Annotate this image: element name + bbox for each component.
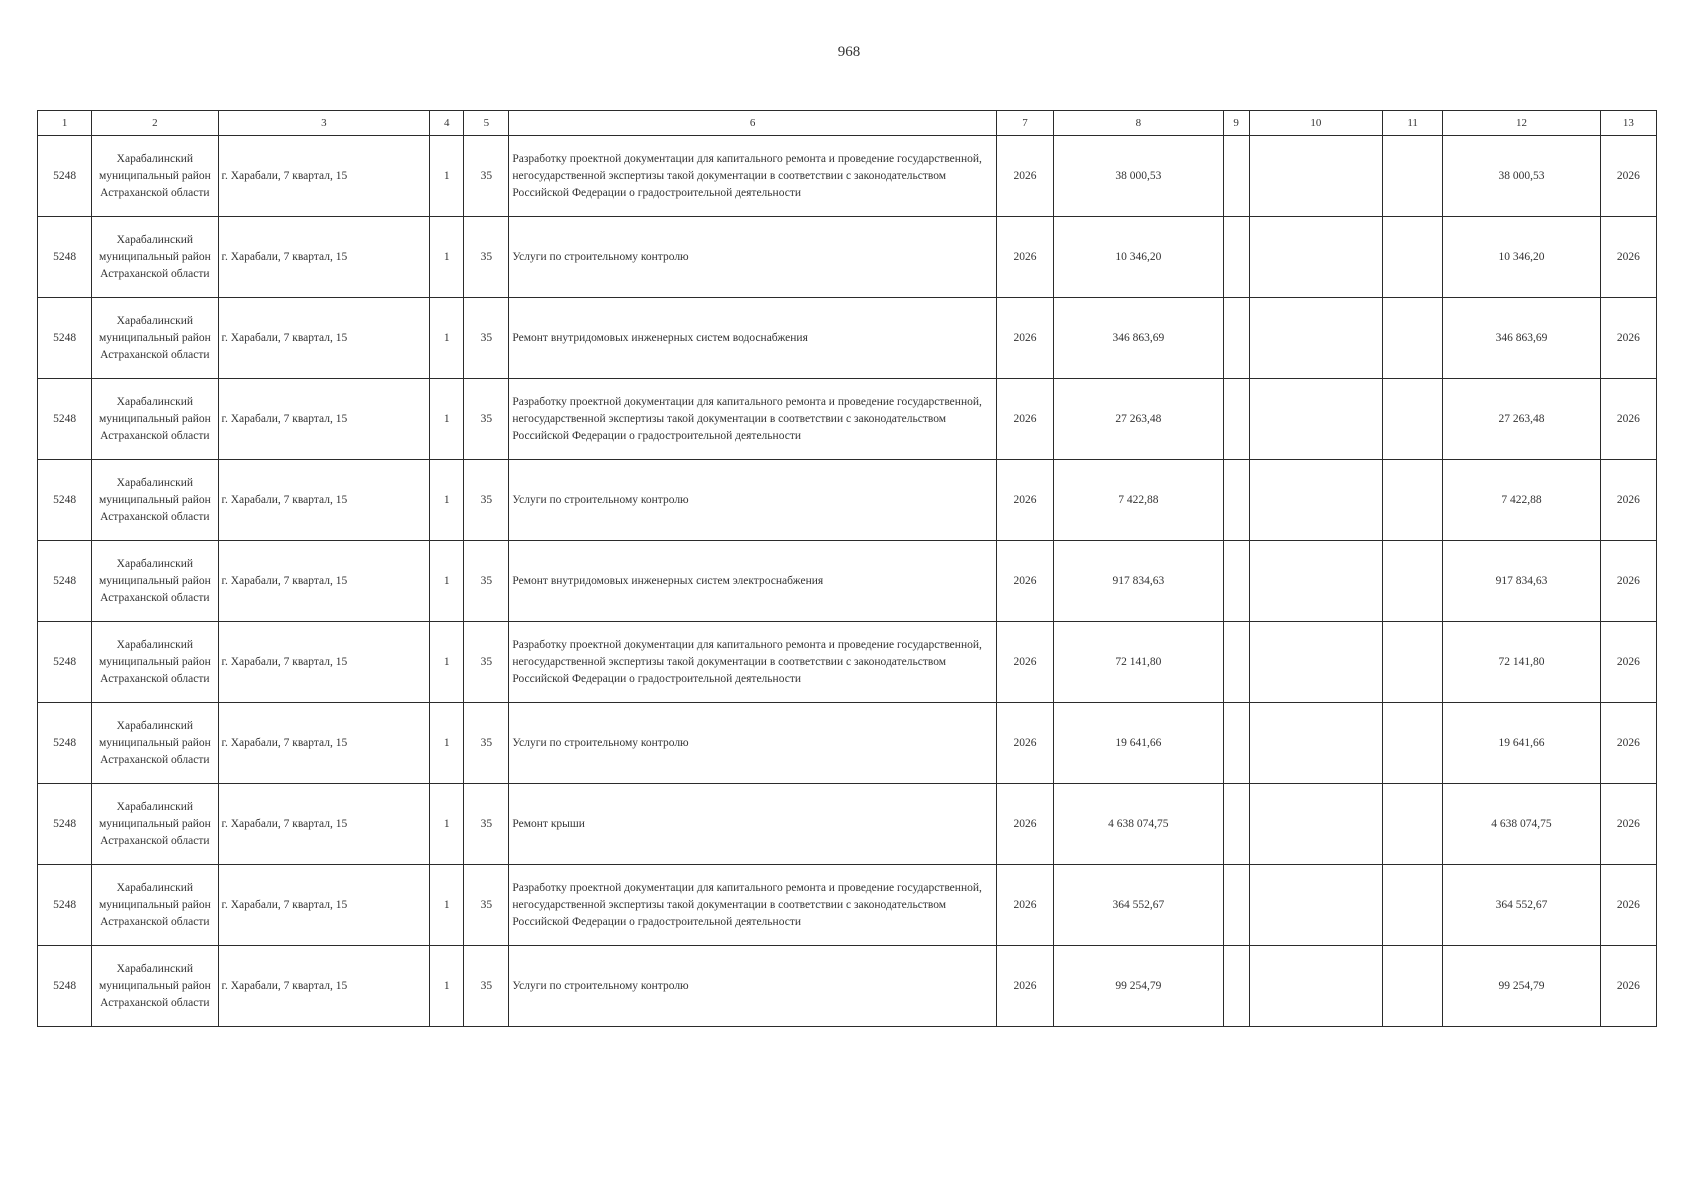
cell-col9 [1223,541,1249,622]
cell-cost-col12: 364 552,67 [1443,865,1600,946]
cell-id: 5248 [38,622,92,703]
table-row [38,865,1657,946]
cell-work-type: Услуги по строительному контролю [509,460,997,541]
cell-address: г. Харабали, 7 квартал, 15 [218,703,430,784]
cell-cost-col12: 72 141,80 [1443,622,1600,703]
table-row [38,784,1657,865]
cell-year-end: 2026 [1600,703,1656,784]
cell-col5: 35 [464,136,509,217]
cell-year: 2026 [996,460,1053,541]
cell-address: г. Харабали, 7 квартал, 15 [218,865,430,946]
cell-year-end: 2026 [1600,217,1656,298]
column-header: 10 [1249,111,1382,136]
column-header: 3 [218,111,430,136]
cell-cost-col12: 346 863,69 [1443,298,1600,379]
cell-year-end: 2026 [1600,460,1656,541]
cell-cost-col12: 10 346,20 [1443,217,1600,298]
cell-col9 [1223,460,1249,541]
cell-col9 [1223,946,1249,1027]
cell-col11 [1383,136,1443,217]
cell-col5: 35 [464,784,509,865]
cell-id: 5248 [38,379,92,460]
cell-id: 5248 [38,217,92,298]
cell-id: 5248 [38,784,92,865]
cell-col4: 1 [430,946,464,1027]
cell-col9 [1223,865,1249,946]
cell-address: г. Харабали, 7 квартал, 15 [218,460,430,541]
cell-municipality: Харабалинский муниципальный район Астраханской области [92,622,218,703]
cell-col4: 1 [430,136,464,217]
cell-work-type: Ремонт крыши [509,784,997,865]
cell-col5: 35 [464,541,509,622]
cell-municipality: Харабалинский муниципальный район Астраханской области [92,865,218,946]
cell-cost-total: 917 834,63 [1054,541,1224,622]
cell-col11 [1383,460,1443,541]
cell-col10 [1249,136,1382,217]
column-header: 4 [430,111,464,136]
cell-cost-total: 4 638 074,75 [1054,784,1224,865]
cell-cost-total: 364 552,67 [1054,865,1224,946]
cell-col5: 35 [464,460,509,541]
cell-work-type: Разработку проектной документации для капитального ремонта и проведение государственной, негосударственной экспертизы такой документации в соответствии с законодательством Российской Федерации о градостроительной деятельности [509,136,997,217]
column-header: 7 [996,111,1053,136]
cell-cost-total: 99 254,79 [1054,946,1224,1027]
column-header: 1 [38,111,92,136]
cell-cost-col12: 7 422,88 [1443,460,1600,541]
table-row [38,379,1657,460]
cell-year: 2026 [996,379,1053,460]
column-header: 5 [464,111,509,136]
cell-col11 [1383,622,1443,703]
column-header: 11 [1383,111,1443,136]
cell-id: 5248 [38,703,92,784]
register-table [37,110,1657,1027]
cell-id: 5248 [38,298,92,379]
cell-id: 5248 [38,865,92,946]
cell-col10 [1249,703,1382,784]
cell-col10 [1249,784,1382,865]
cell-col10 [1249,622,1382,703]
header-row [38,111,1657,136]
cell-work-type: Разработку проектной документации для капитального ремонта и проведение государственной, негосударственной экспертизы такой документации в соответствии с законодательством Российской Федерации о градостроительной деятельности [509,379,997,460]
cell-work-type: Ремонт внутридомовых инженерных систем электроснабжения [509,541,997,622]
cell-col10 [1249,460,1382,541]
cell-cost-total: 346 863,69 [1054,298,1224,379]
cell-cost-col12: 4 638 074,75 [1443,784,1600,865]
cell-year-end: 2026 [1600,298,1656,379]
cell-col9 [1223,136,1249,217]
cell-col9 [1223,703,1249,784]
cell-municipality: Харабалинский муниципальный район Астраханской области [92,460,218,541]
cell-col10 [1249,541,1382,622]
cell-col4: 1 [430,622,464,703]
column-header: 12 [1443,111,1600,136]
cell-col4: 1 [430,298,464,379]
cell-municipality: Харабалинский муниципальный район Астраханской области [92,541,218,622]
cell-cost-total: 19 641,66 [1054,703,1224,784]
cell-address: г. Харабали, 7 квартал, 15 [218,946,430,1027]
cell-municipality: Харабалинский муниципальный район Астраханской области [92,703,218,784]
cell-col10 [1249,217,1382,298]
cell-col10 [1249,946,1382,1027]
cell-col9 [1223,784,1249,865]
cell-cost-total: 10 346,20 [1054,217,1224,298]
cell-cost-col12: 99 254,79 [1443,946,1600,1027]
cell-col4: 1 [430,865,464,946]
cell-year: 2026 [996,622,1053,703]
cell-year: 2026 [996,946,1053,1027]
column-header: 13 [1600,111,1656,136]
table-body [38,136,1657,1027]
column-header: 6 [509,111,997,136]
page-number: 968 [837,44,861,60]
cell-cost-total: 38 000,53 [1054,136,1224,217]
cell-col5: 35 [464,298,509,379]
cell-year-end: 2026 [1600,784,1656,865]
cell-municipality: Харабалинский муниципальный район Астраханской области [92,379,218,460]
cell-col5: 35 [464,622,509,703]
column-header: 2 [92,111,218,136]
cell-address: г. Харабали, 7 квартал, 15 [218,379,430,460]
cell-col11 [1383,946,1443,1027]
cell-id: 5248 [38,136,92,217]
cell-cost-col12: 917 834,63 [1443,541,1600,622]
table-row [38,298,1657,379]
cell-address: г. Харабали, 7 квартал, 15 [218,298,430,379]
cell-municipality: Харабалинский муниципальный район Астраханской области [92,946,218,1027]
cell-col9 [1223,298,1249,379]
cell-cost-col12: 38 000,53 [1443,136,1600,217]
table-row [38,136,1657,217]
cell-col4: 1 [430,703,464,784]
cell-col11 [1383,298,1443,379]
cell-address: г. Харабали, 7 квартал, 15 [218,622,430,703]
column-header: 9 [1223,111,1249,136]
cell-col5: 35 [464,946,509,1027]
cell-col4: 1 [430,379,464,460]
cell-col5: 35 [464,379,509,460]
cell-col10 [1249,298,1382,379]
cell-col5: 35 [464,865,509,946]
cell-year: 2026 [996,136,1053,217]
cell-year-end: 2026 [1600,622,1656,703]
cell-year-end: 2026 [1600,946,1656,1027]
cell-col4: 1 [430,541,464,622]
table-row [38,217,1657,298]
cell-year-end: 2026 [1600,865,1656,946]
cell-municipality: Харабалинский муниципальный район Астраханской области [92,136,218,217]
cell-col11 [1383,703,1443,784]
cell-col11 [1383,217,1443,298]
cell-cost-total: 7 422,88 [1054,460,1224,541]
cell-col9 [1223,217,1249,298]
cell-municipality: Харабалинский муниципальный район Астраханской области [92,217,218,298]
cell-col10 [1249,865,1382,946]
cell-cost-total: 27 263,48 [1054,379,1224,460]
cell-year: 2026 [996,703,1053,784]
cell-year-end: 2026 [1600,379,1656,460]
cell-col11 [1383,541,1443,622]
cell-year: 2026 [996,784,1053,865]
cell-cost-col12: 27 263,48 [1443,379,1600,460]
cell-year: 2026 [996,865,1053,946]
cell-municipality: Харабалинский муниципальный район Астраханской области [92,298,218,379]
cell-col10 [1249,379,1382,460]
cell-year-end: 2026 [1600,541,1656,622]
cell-col4: 1 [430,217,464,298]
column-header: 8 [1054,111,1224,136]
cell-id: 5248 [38,541,92,622]
cell-work-type: Услуги по строительному контролю [509,946,997,1027]
cell-work-type: Разработку проектной документации для капитального ремонта и проведение государственной, негосударственной экспертизы такой документации в соответствии с законодательством Российской Федерации о градостроительной деятельности [509,622,997,703]
cell-year-end: 2026 [1600,136,1656,217]
cell-work-type: Ремонт внутридомовых инженерных систем водоснабжения [509,298,997,379]
cell-address: г. Харабали, 7 квартал, 15 [218,784,430,865]
cell-col4: 1 [430,784,464,865]
cell-work-type: Разработку проектной документации для капитального ремонта и проведение государственной, негосударственной экспертизы такой документации в соответствии с законодательством Российской Федерации о градостроительной деятельности [509,865,997,946]
cell-year: 2026 [996,298,1053,379]
table-row [38,946,1657,1027]
cell-col4: 1 [430,460,464,541]
cell-year: 2026 [996,217,1053,298]
cell-col9 [1223,379,1249,460]
cell-col11 [1383,865,1443,946]
cell-col11 [1383,784,1443,865]
cell-year: 2026 [996,541,1053,622]
table-row [38,703,1657,784]
cell-address: г. Харабали, 7 квартал, 15 [218,541,430,622]
cell-cost-total: 72 141,80 [1054,622,1224,703]
cell-municipality: Харабалинский муниципальный район Астраханской области [92,784,218,865]
table-row [38,622,1657,703]
cell-col11 [1383,379,1443,460]
cell-col9 [1223,622,1249,703]
cell-col5: 35 [464,703,509,784]
cell-work-type: Услуги по строительному контролю [509,217,997,298]
cell-work-type: Услуги по строительному контролю [509,703,997,784]
cell-id: 5248 [38,460,92,541]
cell-id: 5248 [38,946,92,1027]
cell-address: г. Харабали, 7 квартал, 15 [218,136,430,217]
cell-address: г. Харабали, 7 квартал, 15 [218,217,430,298]
table-row [38,460,1657,541]
cell-col5: 35 [464,217,509,298]
table-row [38,541,1657,622]
cell-cost-col12: 19 641,66 [1443,703,1600,784]
